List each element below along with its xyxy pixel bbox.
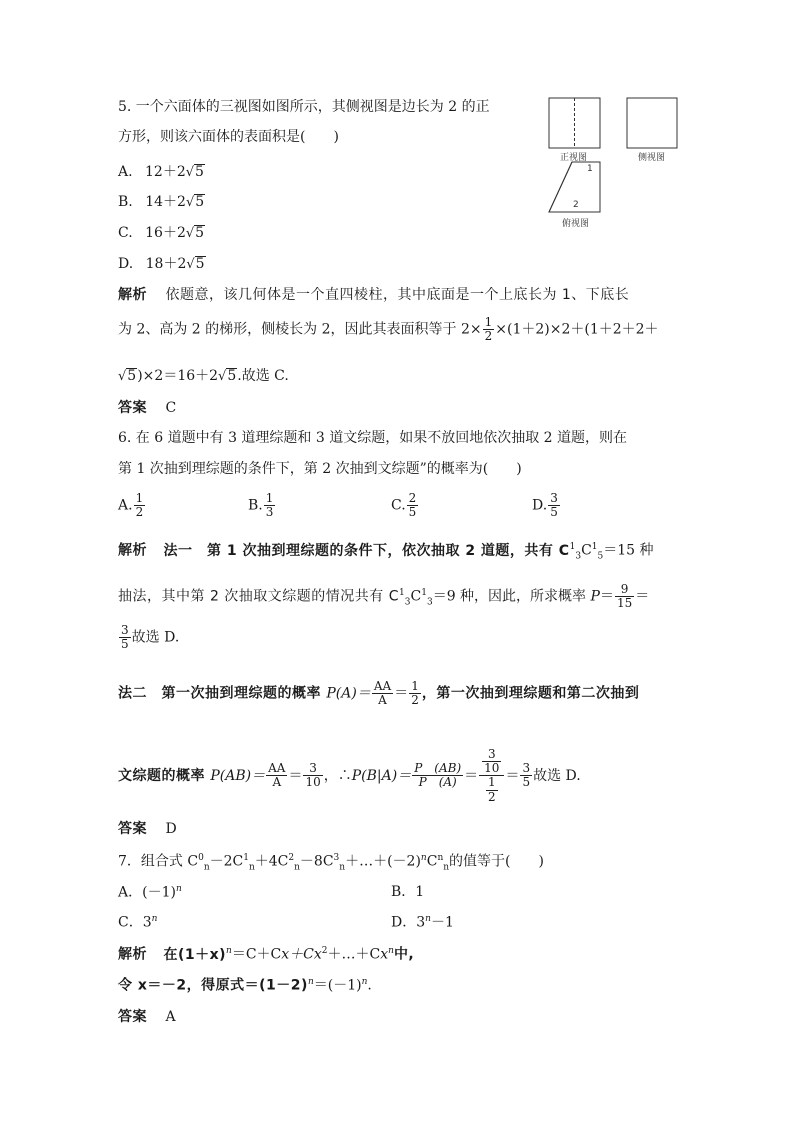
analysis-text: 令 x＝－2，得原式＝(1－2) bbox=[118, 977, 308, 994]
analysis-text: C bbox=[581, 542, 592, 559]
option-value: 12＋2 bbox=[145, 164, 186, 180]
option-value: 14＋2 bbox=[145, 194, 186, 210]
exponent-n: n bbox=[388, 946, 394, 956]
conditional-probability: P(B|A)＝ bbox=[351, 767, 412, 784]
complex-denominator bbox=[479, 776, 504, 803]
denominator: 10 bbox=[305, 775, 321, 790]
option-value: 3 bbox=[142, 914, 152, 931]
option-label: B. bbox=[248, 497, 263, 514]
combination-superscript: 1 bbox=[399, 588, 405, 599]
stem-text: ＋…＋(－2) bbox=[345, 853, 421, 870]
analysis-text: ＋C bbox=[256, 946, 282, 963]
complex-fraction bbox=[479, 748, 504, 804]
exponent-n: n bbox=[425, 914, 431, 924]
combination-superscript: 2 bbox=[288, 853, 295, 863]
option-fraction bbox=[134, 492, 146, 519]
exponent-n: n bbox=[226, 946, 232, 956]
analysis-text: )×2＝16＋2 bbox=[137, 368, 219, 384]
fraction-half bbox=[483, 316, 495, 343]
denominator: 2 bbox=[135, 505, 144, 520]
answer-tag: 答案 bbox=[118, 1009, 147, 1025]
denominator: 2 bbox=[487, 789, 496, 804]
stem-text: C bbox=[426, 853, 438, 870]
q5-option-a bbox=[118, 164, 205, 180]
stem-text: 7．组合式 C bbox=[118, 853, 199, 870]
option-label: C. bbox=[391, 497, 406, 514]
numerator: 3 bbox=[550, 491, 558, 505]
side-view-label: 侧视图 bbox=[638, 153, 666, 163]
analysis-term: x bbox=[380, 946, 389, 963]
sqrt-sign: √ bbox=[185, 165, 195, 180]
q6-option-a bbox=[118, 492, 146, 519]
analysis-term: x＋C bbox=[281, 946, 314, 963]
option-label: D. bbox=[532, 497, 548, 514]
exponent-n: n bbox=[151, 914, 158, 924]
fraction-aa-a bbox=[266, 762, 287, 789]
q6-answer bbox=[118, 822, 177, 836]
analysis-text: 在(1＋x) bbox=[163, 946, 227, 963]
option-value: －1 bbox=[430, 914, 454, 931]
analysis-text: . bbox=[367, 977, 372, 994]
option-value: 16＋2 bbox=[145, 225, 186, 241]
answer-tag: 答案 bbox=[118, 400, 147, 416]
q5-analysis-line1 bbox=[118, 288, 629, 302]
analysis-tag: 解析 bbox=[118, 946, 147, 963]
radicand: 5 bbox=[127, 368, 137, 384]
fraction-3-5 bbox=[520, 762, 532, 789]
denominator: 5 bbox=[408, 505, 417, 520]
numerator: 1 bbox=[265, 491, 274, 505]
option-fraction bbox=[407, 492, 419, 519]
probability-expression: P(A)＝ bbox=[326, 685, 371, 702]
analysis-text: 法一 第 1 次抽到理综题的条件下，依次抽取 2 道题，共有 C bbox=[163, 542, 570, 559]
numerator: 3 bbox=[121, 623, 129, 637]
exponent-n: n bbox=[361, 977, 368, 987]
answer-value: C bbox=[165, 400, 177, 416]
top-view-edge-2: 2 bbox=[573, 200, 579, 210]
equals-sign: ＝ bbox=[505, 767, 520, 784]
analysis-term: x bbox=[313, 946, 322, 963]
answer-tag: 答案 bbox=[118, 821, 147, 837]
denominator: 2 bbox=[411, 693, 419, 708]
answer-value: D bbox=[165, 821, 177, 837]
denominator: 5 bbox=[121, 637, 129, 652]
q5-analysis-line3 bbox=[118, 368, 289, 384]
numerator: 3 bbox=[482, 748, 501, 762]
q6-analysis-line2 bbox=[118, 583, 649, 610]
option-value: (－1) bbox=[142, 884, 176, 901]
fraction-half bbox=[486, 776, 498, 803]
q6-analysis-line1 bbox=[118, 543, 654, 561]
option-label: B． bbox=[391, 884, 416, 900]
q7-answer bbox=[118, 1010, 176, 1024]
numerator: P (AB) bbox=[414, 761, 462, 776]
sqrt-sign: √ bbox=[185, 226, 195, 241]
q7-stem bbox=[118, 854, 544, 872]
option-label: B. bbox=[118, 194, 133, 210]
equals-sign: ＝ bbox=[599, 588, 614, 605]
denominator: 2 bbox=[484, 329, 493, 344]
sqrt-sign: √ bbox=[218, 369, 227, 384]
q6-method2-line1 bbox=[118, 680, 639, 707]
sqrt-sign: √ bbox=[186, 257, 195, 272]
equals-sign: ＝ bbox=[394, 685, 409, 702]
fraction-pab-pa bbox=[412, 762, 463, 789]
denominator: 5 bbox=[550, 505, 558, 520]
exponent-n: n bbox=[307, 977, 314, 987]
denominator: A bbox=[378, 693, 387, 708]
combination-superscript: 3 bbox=[333, 853, 340, 863]
fraction-3-5 bbox=[119, 624, 131, 651]
q5-option-c bbox=[118, 225, 205, 241]
exponent-n: n bbox=[420, 853, 427, 863]
front-view-label: 正视图 bbox=[560, 153, 588, 163]
numerator: 1 bbox=[487, 775, 496, 790]
q7-analysis-line2 bbox=[118, 978, 372, 993]
fraction-3-10 bbox=[303, 762, 322, 789]
numerator: AA bbox=[373, 679, 392, 693]
numerator: 3 bbox=[303, 762, 322, 776]
option-label: C. bbox=[118, 225, 133, 241]
numerator: 3 bbox=[522, 761, 531, 776]
method-two-text: 法二 第一次抽到理综题的概率 bbox=[118, 685, 327, 702]
equals-sign: ＝ bbox=[288, 767, 303, 784]
radicand: 5 bbox=[227, 368, 237, 384]
combination-subscript: 5 bbox=[597, 551, 604, 562]
combination-subscript: 3 bbox=[426, 597, 433, 608]
fraction-aa-a bbox=[372, 680, 393, 707]
top-view-label: 俯视图 bbox=[562, 219, 590, 229]
option-label: D. bbox=[118, 256, 134, 272]
combination-superscript: 1 bbox=[421, 588, 427, 599]
combination-superscript: 1 bbox=[569, 542, 576, 552]
combination-subscript: n bbox=[294, 862, 300, 873]
denominator: P (A) bbox=[418, 775, 457, 790]
q6-stem-line1: 6. 在 6 道题中有 3 道理综题和 3 道文综题，如果不放回地依次抽取 2 道题，则在 bbox=[118, 430, 628, 446]
numerator: 1 bbox=[411, 679, 419, 693]
q7-option-d bbox=[391, 915, 454, 930]
combination-subscript: 3 bbox=[575, 551, 582, 562]
sqrt-sign: √ bbox=[118, 369, 127, 384]
combination-superscript: 1 bbox=[243, 853, 249, 863]
exponent-n: n bbox=[175, 884, 182, 894]
denominator: 15 bbox=[616, 596, 633, 611]
stem-text: －8C bbox=[299, 853, 334, 870]
combination-subscript: n bbox=[248, 862, 255, 873]
combination-superscript: 0 bbox=[198, 853, 204, 863]
denominator: 3 bbox=[265, 505, 274, 520]
option-label: A. bbox=[118, 497, 133, 514]
combination-subscript: n bbox=[339, 862, 346, 873]
option-value: 18＋2 bbox=[145, 256, 187, 272]
q6-stem-line2: 第 1 次抽到理综题的条件下，第 2 次抽到文综题”的概率为( ) bbox=[118, 461, 522, 477]
q5-stem-line2: 方形，则该六面体的表面积是( ) bbox=[118, 129, 339, 145]
analysis-text: ＝9 种，因此，所求概率 bbox=[432, 588, 591, 605]
denominator: 10 bbox=[484, 761, 500, 776]
combination-subscript: n bbox=[203, 862, 210, 873]
sqrt-sign: √ bbox=[185, 195, 195, 210]
radicand: 5 bbox=[195, 194, 205, 210]
q7-analysis-line1 bbox=[118, 947, 414, 962]
exponent-2: 2 bbox=[321, 946, 328, 956]
q7-option-a bbox=[118, 885, 182, 900]
option-label: A． bbox=[118, 884, 143, 901]
analysis-text: ＝15 种 bbox=[603, 542, 654, 559]
analysis-text: .故选 C. bbox=[237, 368, 289, 384]
denominator: 5 bbox=[522, 775, 531, 790]
side-view-square bbox=[627, 98, 677, 148]
q6-option-c bbox=[391, 492, 419, 519]
combination-superscript: n bbox=[437, 853, 444, 863]
q6-option-d bbox=[532, 492, 561, 519]
analysis-tag: 解析 bbox=[118, 287, 147, 303]
stem-text: 的值等于( ) bbox=[449, 853, 544, 870]
answer-value: A bbox=[165, 1009, 176, 1025]
radicand: 5 bbox=[195, 256, 205, 272]
complex-numerator bbox=[479, 748, 504, 776]
radicand: 5 bbox=[195, 164, 204, 180]
q5-analysis-line2 bbox=[118, 316, 659, 343]
fraction-9-15 bbox=[615, 583, 634, 610]
numerator: 1 bbox=[484, 315, 493, 329]
analysis-text: 依题意，该几何体是一个直四棱柱，其中底面是一个上底长为 1、下底长 bbox=[165, 287, 630, 303]
option-label: D． bbox=[391, 914, 417, 931]
q7-option-b bbox=[391, 885, 424, 899]
analysis-text: ＝C bbox=[231, 946, 257, 963]
radicand: 5 bbox=[195, 225, 205, 241]
q6-option-b bbox=[248, 492, 276, 519]
equals-sign: ＝ bbox=[464, 767, 479, 784]
fraction-3-10 bbox=[482, 748, 501, 775]
option-fraction bbox=[548, 492, 560, 519]
analysis-tag: 解析 bbox=[118, 542, 147, 559]
analysis-text: ×(1＋2)×2＋(1＋2＋2＋ bbox=[495, 321, 659, 338]
analysis-text: ＋…＋C bbox=[327, 946, 381, 963]
q5-option-d bbox=[118, 256, 206, 272]
equals-sign: ＝ bbox=[635, 588, 650, 605]
analysis-text: 故选 D. bbox=[533, 767, 581, 784]
top-view-edge-1: 1 bbox=[587, 164, 593, 174]
probability-expression: P(AB)＝ bbox=[210, 767, 266, 784]
q6-method2-line2 bbox=[118, 748, 581, 804]
analysis-text: 中, bbox=[393, 946, 415, 963]
option-value: 3 bbox=[416, 914, 426, 931]
analysis-text: 抽法，其中第 2 次抽取文综题的情况共有 C bbox=[118, 588, 400, 605]
option-label: A. bbox=[118, 164, 133, 180]
probability-symbol: P bbox=[590, 588, 600, 605]
option-value: 1 bbox=[415, 884, 425, 900]
q5-option-b bbox=[118, 194, 205, 210]
stem-text: ＋4C bbox=[254, 853, 289, 870]
combination-subscript: n bbox=[443, 862, 450, 873]
stem-text: －2C bbox=[209, 853, 244, 870]
analysis-text: C bbox=[410, 588, 422, 605]
method-two-text: 文综题的概率 bbox=[118, 767, 211, 784]
fraction-half bbox=[409, 680, 421, 707]
numerator: AA bbox=[268, 761, 286, 776]
analysis-text: ＝(－1) bbox=[313, 977, 362, 994]
numerator: 1 bbox=[135, 491, 144, 505]
numerator: 2 bbox=[408, 491, 417, 505]
combination-superscript: 1 bbox=[591, 542, 598, 552]
analysis-text: 为 2、高为 2 的梯形，侧棱长为 2，因此其表面积等于 2× bbox=[118, 321, 482, 338]
q7-option-c bbox=[118, 915, 157, 930]
q6-analysis-line3 bbox=[118, 624, 179, 651]
analysis-text: 故选 D. bbox=[131, 629, 180, 646]
q5-stem-line1: 5. 一个六面体的三视图如图所示，其侧视图是边长为 2 的正 bbox=[118, 99, 490, 115]
combination-subscript: 3 bbox=[404, 597, 411, 608]
option-label: C． bbox=[118, 914, 143, 931]
method-two-text: ，第一次抽到理综题和第二次抽到 bbox=[421, 685, 640, 702]
top-view-inner-edge bbox=[549, 162, 572, 212]
numerator: 9 bbox=[615, 583, 634, 597]
denominator: A bbox=[272, 775, 282, 790]
q5-answer bbox=[118, 401, 176, 415]
option-fraction bbox=[264, 492, 276, 519]
therefore-sign: ，∴ bbox=[323, 767, 352, 784]
